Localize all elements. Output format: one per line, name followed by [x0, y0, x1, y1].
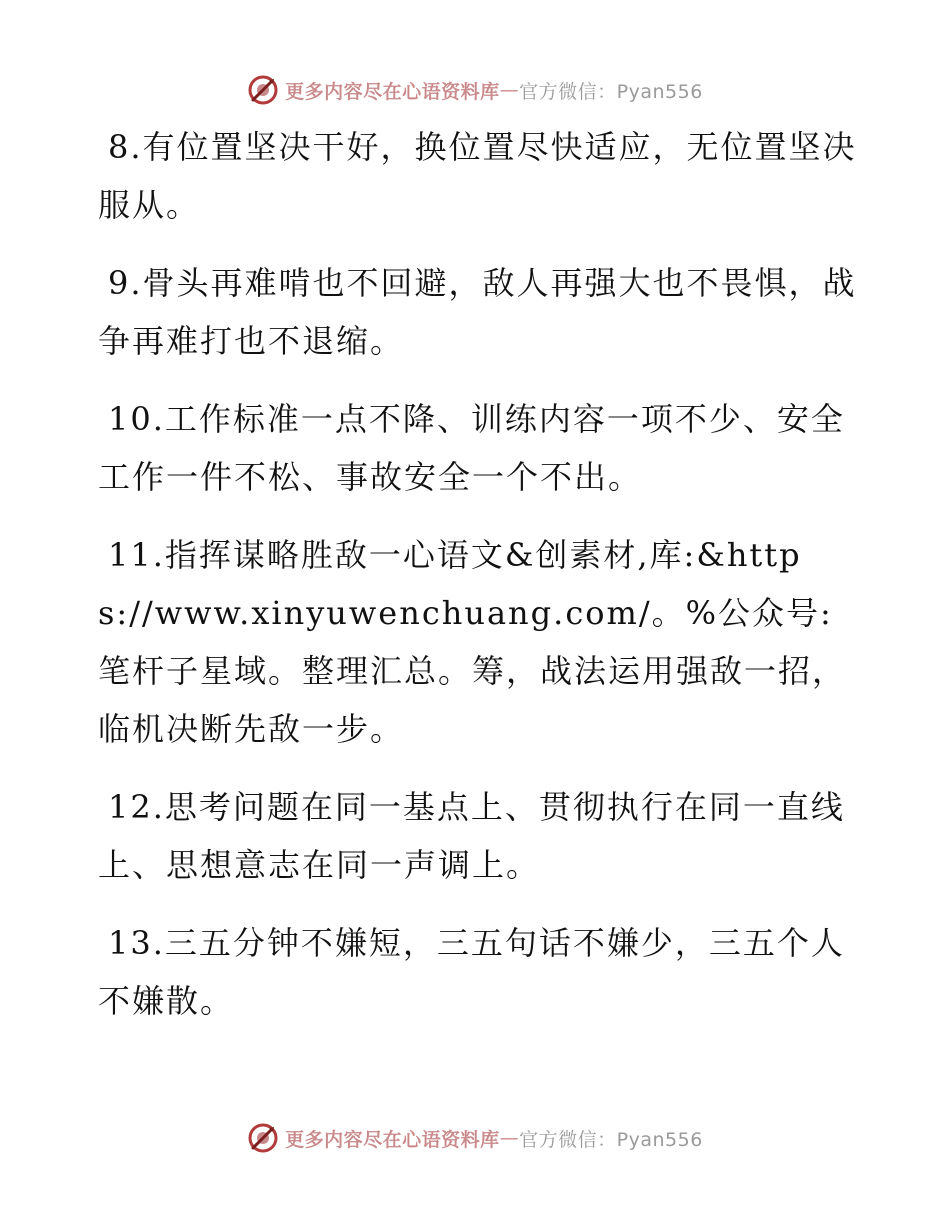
banner-separator: — [499, 1127, 520, 1149]
list-item [98, 526, 858, 758]
paragraph-text: 13.三五分钟不嫌短，三五句话不嫌少，三五个人不嫌散。 [98, 924, 845, 1020]
document-body [98, 118, 858, 1050]
list-item [98, 254, 858, 370]
brand-logo-icon [247, 1122, 279, 1154]
list-item [98, 390, 858, 506]
banner-main-text: 更多内容尽在心语资料库 [285, 80, 500, 103]
banner-wechat-text: 官方微信：Pyan556 [519, 1128, 703, 1151]
paragraph-text: 11.指挥谋略胜敌一心语文&创素材,库:&https://www.xinyuwenchuang.com/。%公众号:笔杆子星域。整理汇总。筹，战法运用强敌一招，临机决断先敌一步。 [98, 536, 847, 748]
banner-wechat-text: 官方微信：Pyan556 [519, 80, 703, 103]
banner-main-text: 更多内容尽在心语资料库 [285, 1128, 500, 1151]
list-item [98, 778, 858, 894]
brand-logo-icon [247, 74, 279, 106]
paragraph-text: 8.有位置坚决干好，换位置尽快适应，无位置坚决服从。 [98, 128, 857, 224]
list-item [98, 914, 858, 1030]
paragraph-text: 10.工作标准一点不降、训练内容一项不少、安全工作一件不松、事故安全一个不出。 [98, 400, 845, 496]
paragraph-text: 9.骨头再难啃也不回避，敌人再强大也不畏惧，战争再难打也不退缩。 [98, 264, 857, 360]
banner-separator: — [499, 79, 520, 101]
paragraph-text: 12.思考问题在同一基点上、贯彻执行在同一直线上、思想意志在同一声调上。 [98, 788, 845, 884]
footer-banner [0, 1118, 950, 1158]
header-banner [0, 70, 950, 110]
list-item [98, 118, 858, 234]
